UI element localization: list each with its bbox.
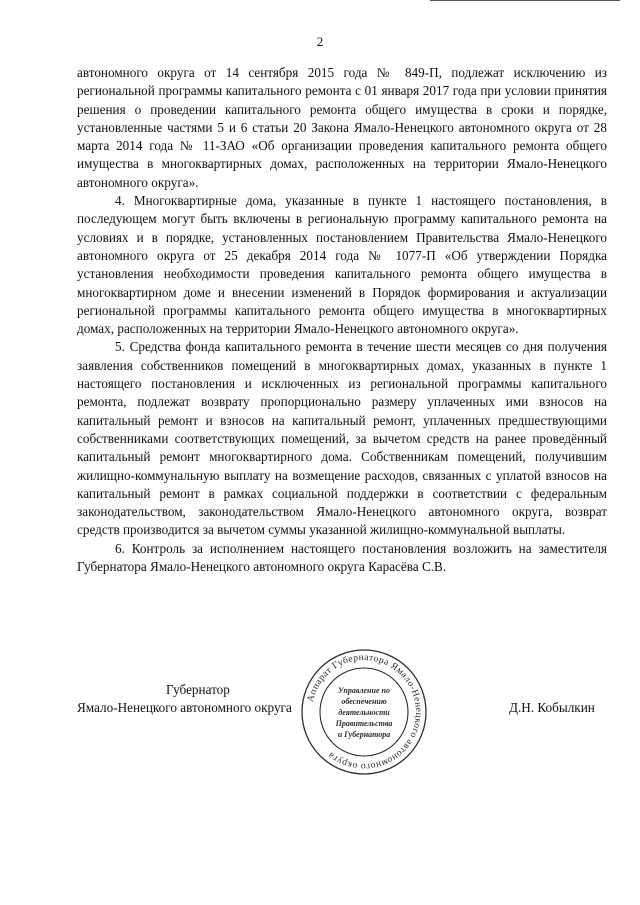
paragraph-item-4: 4. Многоквартирные дома, указанные в пункте 1 настоящего постановления, в последующем могут быть включены в региональную программу капитального ремонта на условиях и в порядке, установленных постановлением Правительства Ямало-Ненецкого автономного округа от 25 декабря 2014 года № 1077-П «Об утверждении Порядка установления необходимости проведения капитального ремонта общего имущества в многоквартирном доме и внесении изменений в Порядок формирования и актуализации региональной программы капитального ремонта общего имущества в многоквартирных домах, расположенных на территории Ямало-Ненецкого автономного округа». [77, 193, 607, 337]
signatory-title-line1: Губернатор [166, 682, 230, 697]
seal-inner-line: Правительства [335, 719, 393, 728]
top-rule [430, 0, 620, 1]
seal-inner-line: и Губернатора [337, 730, 391, 739]
seal-inner-line: обеспечению [341, 697, 387, 706]
seal-outer-text: Аппарат Губернатора Ямало-Ненецкого автономного округа [306, 652, 424, 772]
document-body [77, 64, 607, 576]
signatory-name: Д.Н. Кобылкин [509, 700, 595, 715]
signatory-title-line2: Ямало-Ненецкого автономного округа [77, 700, 292, 715]
paragraph-continuation: автономного округа от 14 сентября 2015 года № 849-П, подлежат исключению из региональной программы капитального ремонта с 01 января 2017 года при условии принятия решения о проведении капитального ремонта общего имущества в сроки и порядке, установленные частями 5 и 6 статьи 20 Закона Ямало-Ненецкого автономного округа от 28 марта 2014 года № 11-ЗАО «Об организации проведения капитального ремонта общего имущества в многоквартирных домах, расположенных на территории Ямало-Ненецкого автономного округа». [77, 65, 607, 190]
official-seal-stamp [300, 648, 428, 776]
paragraph-item-5: 5. Средства фонда капитального ремонта в течение шести месяцев со дня получения заявления собственников помещений в многоквартирных домах, указанных в пункте 1 настоящего постановления и исключенных из региональной программы капитального ремонта, подлежат возврату пропорционально размеру уплаченных ими взносов на капитальный ремонт и взносов на капитальный ремонт, уплаченных предшествующими собственниками соответствующих помещений, за вычетом средств на ранее проведённый капитальный ремонт многоквартирного дома. Собственникам помещений, получившим жилищно-коммунальную выплату на возмещение расходов, связанных с уплатой взносов на капитальный ремонт в рамках социальной поддержки в соответствии с федеральным законодательством, законодательством Ямало-Ненецкого автономного округа, возврат средств производится за вычетом суммы указанной жилищно-коммунальной выплаты. [77, 339, 607, 538]
page-number: 2 [316, 34, 324, 49]
seal-inner-line: Управление по [338, 686, 390, 695]
seal-inner-text [335, 686, 393, 739]
paragraph-item-6: 6. Контроль за исполнением настоящего постановления возложить на заместителя Губернатора Ямало-Ненецкого автономного округа Карасёва С.В. [77, 540, 607, 575]
seal-inner-line: деятельности [338, 708, 390, 717]
